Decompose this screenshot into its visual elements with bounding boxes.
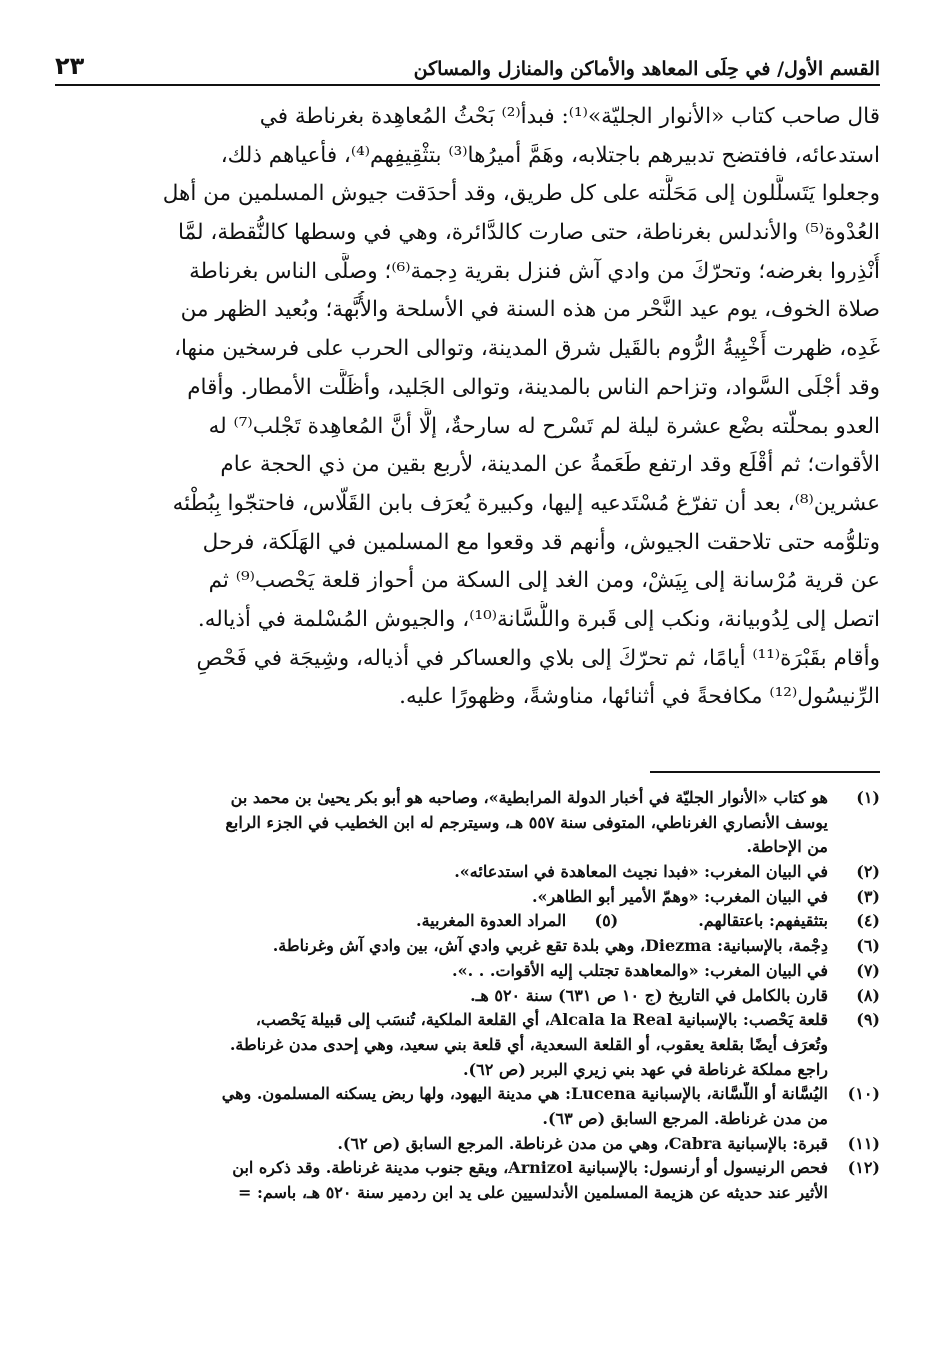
footnotes [55, 786, 880, 1206]
footnote-text: قبرة: بالإسبانية Cabra، وهي من مدن غرناطة. المرجع السابق (ص ٦٢). [337, 1133, 828, 1153]
text-line: عن قرية مُرْسانة إلى بِيَشْ، ومن الغد إلى السكة من أحواز قلعة يَحْصب⁽⁹⁾ ثم [208, 568, 880, 594]
footnote-1 [55, 786, 880, 860]
footnote-2 [55, 860, 880, 885]
footnote-number: (٤) [856, 911, 880, 931]
footnote-text: في البيان المغرب: «وهمّ الأمير أبو الطاهر». [531, 886, 828, 906]
footnote-number: (٣) [856, 886, 880, 906]
footnote-text: في البيان المغرب: «والمعاهدة تجتلب إليه الأقوات. . .». [452, 960, 828, 980]
footnote-9 [55, 1008, 880, 1082]
footnote-12 [55, 1156, 880, 1205]
footnote-row-4-5 [55, 909, 880, 934]
footnote-text: في البيان المغرب: «فبدا نجيث المعاهدة في استدعائه». [454, 862, 828, 882]
footnote-line: من مدن غرناطة. المرجع السابق (ص ٦٣). [542, 1109, 828, 1129]
text-line: وأقام بقَبْرَة⁽¹¹⁾ أيامًا، ثم تحرّكَ إلى بلاي والعساكر في أذياله، وشِيجَة في فَحْصِ [196, 645, 880, 671]
footnote-number: (١٠) [847, 1084, 880, 1104]
footnote-line: راجع مملكة غرناطة في عهد بني زيري البربر (ص ٦٢). [462, 1059, 828, 1079]
footnote-line: اليُسَّانة أو اللُّسَّانة، بالإسبانية Lucena: هي مدينة اليهود، ولها ربض يسكنه المسلمون. وهي [221, 1084, 828, 1104]
text-line: استدعائه، فافتضح تدبيرهم باجتلابه، وهَمَّ أميرُها⁽³⁾ بتثْقِيفِهم⁽⁴⁾، فأعياهم ذلك، [220, 142, 880, 168]
footnote-4 [698, 909, 880, 934]
text-line: اتصل إلى لِدُوبيانة، ونكب إلى قَبرة واللُّسَّانة⁽¹⁰⁾، والجيوش المُسْلمة في أذياله. [197, 606, 880, 632]
footnote-number: (٩) [856, 1010, 880, 1030]
footnote-number: (١١) [847, 1133, 880, 1153]
footnote-11 [55, 1132, 880, 1157]
footnote-number: (٦) [856, 936, 880, 956]
footnote-number: (١) [856, 788, 880, 807]
text-line: صلاة الخوف، يوم عيد النَّحْر من هذه السنة في الأسلحة والأُبَّهة؛ وبُعيد الظهر من [180, 297, 880, 323]
footnote-line: قلعة يَحْصب: بالإسبانية Alcala la Real، أي القلعة الملكية، تُنسَب إلى قبيلة يَحْصب، [255, 1010, 828, 1030]
main-text [55, 98, 880, 717]
text-line: قال صاحب كتاب «الأنوار الجليّة»⁽¹⁾: فبدأ⁽²⁾ بَحْثُ المُعاهِدة بغرناطة في [259, 104, 880, 129]
footnote-line: يوسف الأنصاري الغرناطي، المتوفى سنة ٥٥٧ هـ، وسيترجم له ابن الخطيب في الجزء الرابع [225, 812, 828, 832]
text-line: وقد أجْلَى السَّواد، وتزاحم الناس بالمدينة، وتوالى الجَليد، وأظَلَّت الأمطار. وأقام [187, 374, 880, 400]
footnote-10 [55, 1082, 880, 1131]
footnote-number: (٢) [856, 862, 880, 882]
footnote-line: وتُعرَف أيضًا بقلعة يعقوب، أو القلعة السعدية، أي قلعة بني سعيد، وهي إحدى مدن غرناطة. [229, 1034, 828, 1054]
footnote-line: هو كتاب «الأنوار الجليّة في أخبار الدولة المرابطية»، وصاحبه هو أبو بكر يحيىٰ بن محمد بن [230, 788, 828, 807]
footnote-line: الأثير عند حديثه عن هزيمة المسلمين الأندلسيين على يد ابن ردمير سنة ٥٢٠ هـ، باسم: = [237, 1183, 828, 1203]
footnote-number: (٨) [856, 985, 880, 1005]
page-number: ٢٣ [55, 52, 85, 80]
text-line: عشرين⁽⁸⁾، بعد أن تفرّغ مُسْتَدعيه إليها، وكبيرة يُعرَف بابن القَلّاس، فاحتجّوا بِبُطْئه [172, 490, 880, 516]
text-line: غَدِه، ظهرت أَخْبِيةُ الرُّوم بالقَيل شرق المدينة، وتوالى الحرب على فرسخين منها، [174, 336, 880, 362]
footnote-text: قارن بالكامل في التاريخ (ج ١٠ ص ٦٣١) سنة ٥٢٠ هـ. [470, 985, 828, 1005]
footnote-text: المراد العدوة المغربية. [416, 911, 567, 931]
footnote-7 [55, 959, 880, 984]
text-line: العُدْوة⁽⁵⁾ والأندلس بغرناطة، حتى صارت كالدَّائرة، وهي في وسطها كالنُّقطة، لمَّا [178, 220, 880, 246]
footnote-text: دِجْمة، بالإسبانية: Diezma، وهي بلدة تقع غربي وادي آش، بين وادي آش وغرناطة. [272, 936, 828, 956]
footnote-6 [55, 934, 880, 959]
page-header [55, 42, 880, 86]
footnote-3 [55, 885, 880, 910]
text-line: أُنْذِروا بغرضه؛ وتحرّكَ من وادي آش فنزل بقرية دِجمة⁽⁶⁾؛ وصلَّى الناس بغرناطة [189, 258, 880, 284]
footnote-5 [416, 909, 618, 934]
footnote-number: (٥) [594, 911, 619, 931]
text-line: الأقوات؛ ثم أقْلَع وقد ارتفع طَعَمةُ عن المدينة، لأربع بقين من ذي الحجة عام [220, 452, 880, 478]
text-line: وتلوُّمه حتى تلاحقت الجيوش، وأنهم قد وقعوا مع المسلمين في الهَلَكة، فرحل [202, 529, 880, 555]
footnote-divider [650, 771, 880, 773]
running-title: القسم الأول/ في حِلَى المعاهد والأماكن والمنازل والمساكن [413, 58, 880, 80]
footnote-number: (٧) [856, 960, 880, 980]
footnote-8 [55, 984, 880, 1009]
text-line: العدو بمحلّته بضْع عشرة ليلة لم تَسْرح له سارحةٌ، إلَّا أنَّ المُعاهِدة تَجْلب⁽⁷⁾ له [208, 413, 880, 439]
footnote-line: فحص الرنيسول أو أرنسول: بالإسبانية Arnizol، ويقع جنوب مدينة غرناطة. وقد ذكره ابن [232, 1158, 828, 1178]
footnote-number: (١٢) [847, 1158, 880, 1178]
text-line: الرِّنيسُول⁽¹²⁾ مكافحةً في أثنائها، مناوشةً، وظهورًا عليه. [399, 684, 880, 710]
text-line: وجعلوا يَتَسلَّلون إلى مَحَلَّته على كل طريق، وقد أحدَقت جيوش المسلمين من أهل [162, 181, 880, 207]
footnote-line: من الإحاطة. [746, 837, 828, 857]
footnote-text: بتثقيفهم: باعتقالهم. [698, 911, 828, 931]
